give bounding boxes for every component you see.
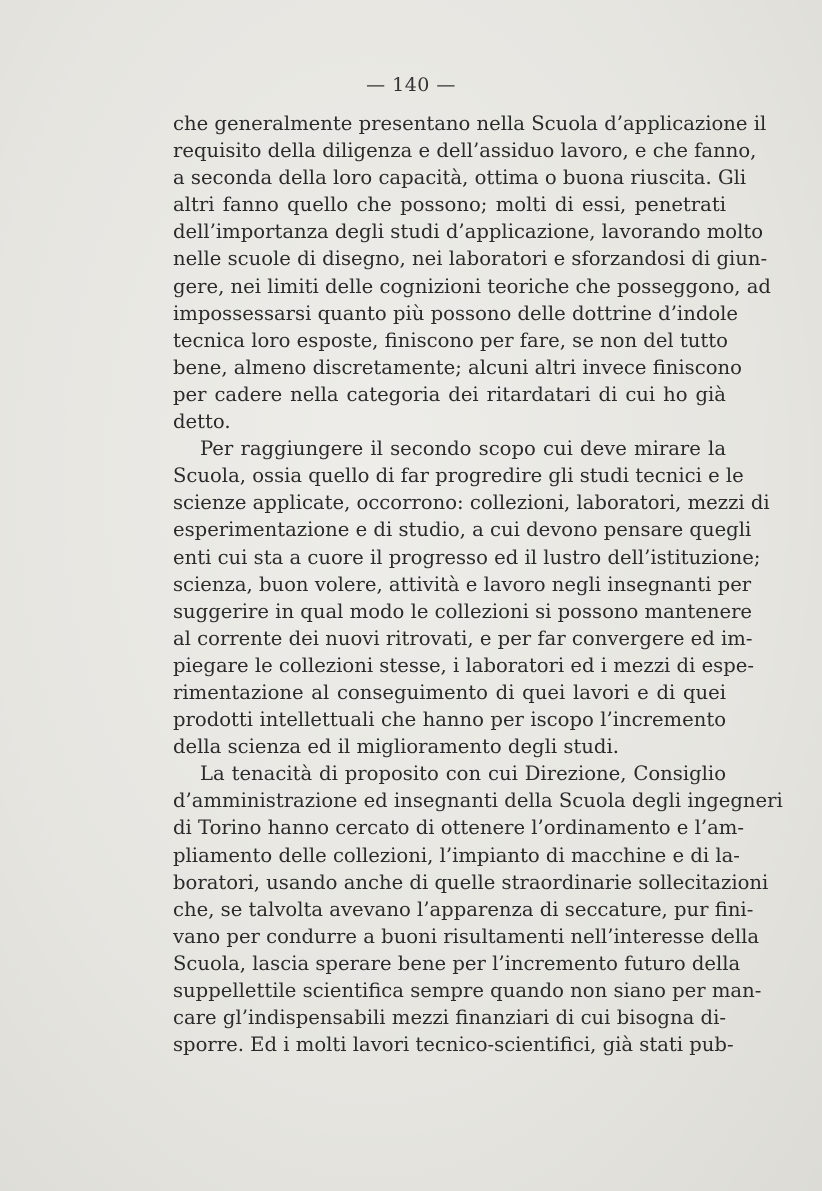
text-line: Scuola, ossia quello di far progredire gli studi tecnici e le — [173, 464, 744, 488]
text-line: per cadere nella categoria dei ritardatari di cui ho già — [173, 382, 726, 406]
text-line: pliamento delle collezioni, l’impianto di macchine e di la- — [173, 843, 740, 867]
text-line: Scuola, lascia sperare bene per l’incremento futuro della — [173, 951, 741, 975]
text-line: enti cui sta a cuore il progresso ed il lustro dell’istituzione; — [173, 545, 761, 569]
text-line: d’amministrazione ed insegnanti della Scuola degli ingegneri — [173, 789, 783, 813]
text-line: di Torino hanno cercato di ottenere l’ordinamento e l’am- — [173, 816, 744, 840]
text-line: suggerire in qual modo le collezioni si possono mantenere — [173, 599, 753, 623]
text-line: impossessarsi quanto più possono delle dottrine d’indole — [173, 301, 739, 325]
text-line: scienze applicate, occorrono: collezioni, laboratori, mezzi di — [173, 491, 770, 515]
text-line: gere, nei limiti delle cognizioni teoriche che posseggono, ad — [173, 274, 771, 298]
text-line: scienza, buon volere, attività e lavoro negli insegnanti per — [173, 572, 752, 596]
text-line: boratori, usando anche di quelle straordinarie sollecitazioni — [173, 870, 769, 894]
text-line: La tenacità di proposito con cui Direzione, Consiglio — [200, 762, 726, 786]
text-line: nelle scuole di disegno, nei laboratori e sforzandosi di giun- — [173, 247, 768, 271]
paragraph-3 — [173, 760, 783, 1058]
text-line: tecnica loro esposte, finiscono per fare, se non del tutto — [173, 328, 728, 352]
text-line: che, se talvolta avevano l’apparenza di seccature, pur fini- — [173, 897, 754, 921]
text-line: Per raggiungere il secondo scopo cui deve mirare la — [200, 437, 726, 461]
body-text — [173, 110, 783, 1058]
text-line: a seconda della loro capacità, ottima o buona riuscita. Gli — [173, 166, 747, 190]
text-line: suppellettile scientifica sempre quando non siano per man- — [173, 979, 762, 1002]
text-line: dell’importanza degli studi d’applicazione, lavorando molto — [173, 220, 764, 244]
text-line: altri fanno quello che possono; molti di essi, penetrati — [173, 193, 726, 217]
text-line: rimentazione al conseguimento di quei lavori e di quei — [173, 680, 726, 704]
paragraph-1 — [173, 110, 771, 435]
text-line: requisito della diligenza e dell’assiduo lavoro, e che fanno, — [173, 139, 757, 163]
text-line: care gl’indispensabili mezzi finanziari di cui bisogna di- — [173, 1006, 726, 1030]
text-line: esperimentazione e di studio, a cui devono pensare quegli — [173, 518, 752, 542]
paragraph-2 — [173, 435, 770, 760]
page-number: — 140 — — [366, 74, 456, 96]
text-line: detto. — [173, 410, 231, 434]
text-line: che generalmente presentano nella Scuola d’applicazione il — [173, 112, 767, 135]
text-line: al corrente dei nuovi ritrovati, e per far convergere ed im- — [173, 626, 753, 650]
text-line: sporre. Ed i molti lavori tecnico-scientifici, già stati pub- — [173, 1033, 734, 1057]
text-line: prodotti intellettuali che hanno per iscopo l’incremento — [173, 708, 726, 732]
text-line: della scienza ed il miglioramento degli studi. — [173, 735, 619, 759]
text-line: vano per condurre a buoni risultamenti nell’interesse della — [173, 924, 760, 948]
text-line: bene, almeno discretamente; alcuni altri invece finiscono — [173, 355, 742, 379]
text-line: piegare le collezioni stesse, i laboratori ed i mezzi di espe- — [173, 653, 754, 677]
